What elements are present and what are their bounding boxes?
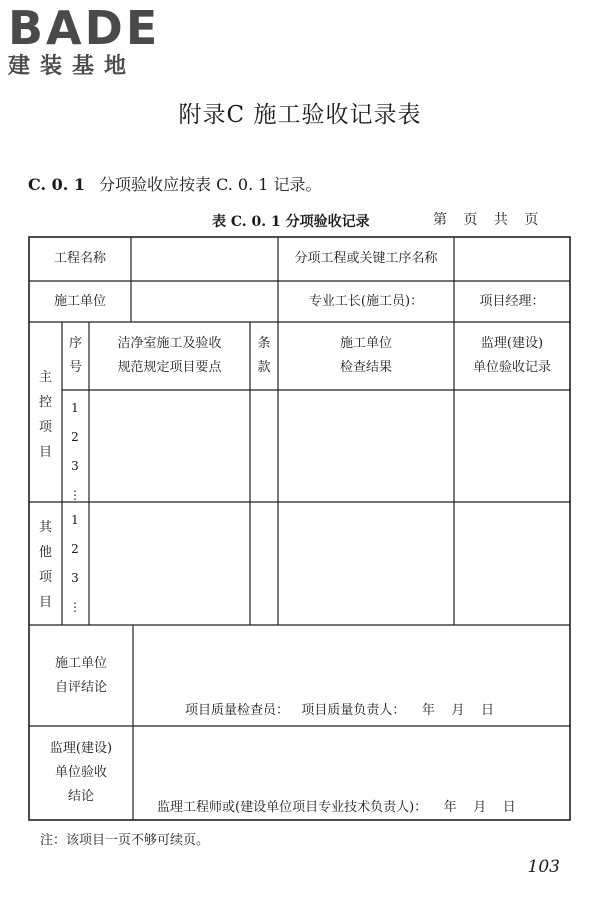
page-number: 103 bbox=[527, 857, 560, 877]
row-number: 2 bbox=[71, 430, 79, 444]
page-indicator: 第 页 共 页 bbox=[433, 212, 541, 228]
supervision-signatures: 监理工程师或(建设单位项目专业技术负责人)： 年 月 日 bbox=[157, 800, 516, 815]
label-sub-project-name: 分项工程或关键工序名称 bbox=[294, 251, 438, 266]
label-project-name: 工程名称 bbox=[53, 251, 106, 266]
row-number: 1 bbox=[71, 401, 79, 415]
row-number: 2 bbox=[71, 542, 79, 556]
label-project-manager: 项目经理： bbox=[479, 293, 545, 309]
value-construction-unit[interactable] bbox=[131, 281, 278, 322]
group-other-items: 其 他 项 目 bbox=[38, 520, 52, 610]
group-main-control: 主 控 项 目 bbox=[38, 370, 52, 460]
row-number: 3 bbox=[71, 459, 79, 473]
col-header-inspection: 施工单位 检查结果 bbox=[339, 336, 392, 375]
row-number: ⋮ bbox=[69, 600, 81, 614]
label-foreman: 专业工长(施工员)： bbox=[308, 293, 424, 309]
appendix-title: 附录C 施工验收记录表 bbox=[178, 102, 422, 128]
row-number: ⋮ bbox=[69, 488, 81, 502]
col-header-clause: 条 款 bbox=[257, 336, 271, 375]
value-sub-project-name[interactable] bbox=[454, 237, 570, 281]
col-header-seq: 序 号 bbox=[68, 336, 82, 375]
table-caption: 表 C. 0. 1 分项验收记录 bbox=[212, 214, 370, 230]
self-evaluation-signatures: 项目质量检查员： 项目质量负责人： 年 月 日 bbox=[185, 703, 494, 718]
clause-text: 分项验收应按表 C. 0. 1 记录。 bbox=[99, 175, 322, 194]
col-header-supervision: 监理(建设) 单位验收记录 bbox=[472, 336, 551, 375]
label-self-evaluation: 施工单位 自评结论 bbox=[54, 655, 107, 695]
clause-number: C. 0. 1 bbox=[28, 175, 85, 194]
other-row-numbers bbox=[61, 506, 89, 622]
main-row-numbers bbox=[61, 394, 89, 510]
value-project-name[interactable] bbox=[131, 237, 278, 281]
col-header-requirements: 洁净室施工及验收 规范规定项目要点 bbox=[117, 336, 222, 375]
footnote: 注：该项目一页不够可续页。 bbox=[40, 833, 210, 848]
row-number: 3 bbox=[71, 571, 79, 585]
logo-subtitle: 建装基地 bbox=[8, 54, 137, 79]
clause-line bbox=[28, 172, 322, 195]
brand-logo bbox=[8, 1, 161, 80]
label-supervision-conclusion: 监理(建设) 单位验收 结论 bbox=[49, 741, 113, 804]
logo-brand-text: BADE bbox=[8, 1, 161, 55]
label-construction-unit: 施工单位 bbox=[53, 293, 106, 309]
row-number: 1 bbox=[71, 513, 79, 527]
